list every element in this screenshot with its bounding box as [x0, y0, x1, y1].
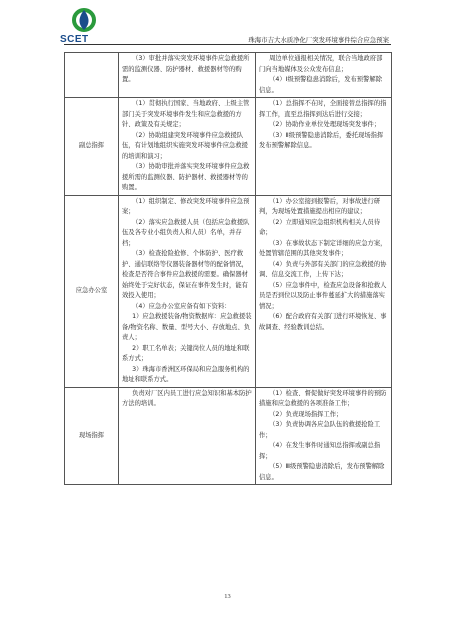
duties-paragraph: （1）组织制定、修改突发环境事件应急预案；	[122, 197, 250, 215]
actions-paragraph: （1）办公室接到报警后，对事故进行研判，为现场处置措施提出相应的建议；	[259, 197, 381, 215]
table-row	[65, 387, 392, 485]
header-divider	[64, 44, 391, 45]
page-number: 13	[224, 593, 231, 600]
actions-paragraph: （1）总指挥不在时，全面接替总指挥的指挥工作，直至总指挥到达后进行交接；	[259, 100, 387, 118]
duties-paragraph: （4）应急办公室应备有如下资料：	[132, 302, 231, 310]
actions-paragraph: 周边单位通报相关情况，联合当地政府部门向当地媒体及公众发布信息；	[259, 55, 383, 73]
duties-paragraph: 2）职工名单表；关键岗位人员的地址和联系方式；	[122, 344, 250, 362]
actions-cell	[256, 387, 392, 485]
actions-paragraph: （3）负责协调各应急队伍的救援抢险工作；	[259, 421, 381, 439]
duties-paragraph: （2）协助组建突发环境事件应急救援队伍，有计划地组织实施突发环境事件应急救援的培训和演习；	[122, 131, 248, 160]
document-header-title: 珠海市吉大水质净化厂突发环境事件综合应急预案	[248, 36, 389, 44]
actions-cell	[256, 98, 392, 196]
duties-paragraph: （3）审批并落实突发环境事件应急救援所需的监测仪器、防护器材、救援器材等的购置。	[122, 55, 250, 83]
duties-cell	[119, 387, 256, 485]
actions-paragraph: （4）在发生事件时通知总指挥或副总指挥；	[259, 442, 381, 460]
actions-cell	[256, 53, 392, 98]
duties-cell	[119, 53, 256, 98]
duties-paragraph: （2）落实应急救援人员（包括应急救援队伍及各专业小组负责人和人员）名单，并存档；	[122, 218, 250, 247]
table-row	[65, 98, 392, 196]
actions-paragraph: （4）Ⅰ级预警稳患消除后，发布预警解除信息。	[259, 76, 382, 94]
table-row	[65, 53, 392, 98]
duties-paragraph: 负责对厂区内员工进行应急知识和基本防护方法的培训。	[122, 389, 252, 407]
actions-paragraph: （2）立即通知应急组织机构相关人员待命；	[259, 218, 381, 236]
role-cell	[65, 53, 119, 98]
actions-cell	[256, 195, 392, 387]
duties-paragraph: （3）检查抢险抢修、个体防护、医疗救护、通信联络等仪器装备器材等的配备情况，检查是否符合事件应急救援的需要。确保器材始终处于完好状态，保证在事件发生时，能有效投入使用；	[122, 250, 248, 299]
duties-paragraph: 1）应急救援装备/物资数据库：应急救援装备/物资名称、数量、型号大小、存放地点、负责人；	[122, 313, 252, 341]
actions-paragraph: （3）Ⅱ级预警隐患消除后，委托现场指挥发布预警解除信息。	[259, 131, 384, 149]
role-cell: 副总指挥	[65, 98, 119, 196]
duties-cell	[119, 98, 256, 196]
table-row	[65, 195, 392, 387]
logo-text: SCET	[60, 34, 89, 45]
actions-paragraph: （6）配合政府有关部门进行环境恢复、事故调查、经验教训总结。	[259, 313, 387, 331]
actions-paragraph: （4）负责与外部有关部门的应急救援的协调、信息交流工作，上传下达；	[259, 260, 387, 278]
duties-paragraph: （1）贯彻执行国家、当地政府、上级主管部门关于突发环境事件发生和应急救援的方针、政策及有关规定；	[122, 100, 250, 128]
duties-paragraph: （3）协助审批并落实突发环境事件应急救援所需的监测仪器、防护器材、救援器材等的购置。	[122, 163, 250, 191]
responsibility-table	[64, 52, 392, 485]
duties-paragraph: 3）珠海市香洲区环保局和应急服务机构的地址和联系方式。	[122, 365, 250, 383]
actions-paragraph: （2）协助作业单位处理现场突发事件；	[269, 121, 381, 128]
role-cell: 现场指挥	[65, 387, 119, 485]
actions-paragraph: （2）负责现场指挥工作；	[269, 410, 343, 418]
actions-paragraph: （3）在事故状态下制定详细的应急方案，处置管辖范围的其他突发事件；	[259, 239, 387, 257]
role-cell: 应急办公室	[65, 195, 119, 387]
actions-paragraph: （1）检查、督促做好突发环境事件的预防措施和应急救援的各项准备工作；	[259, 389, 387, 407]
duties-cell	[119, 195, 256, 387]
actions-paragraph: （5）应急事件中，检查应急设备和抢救人员是否到位以及防止事件蔓延扩大的措施落实情况；	[259, 281, 387, 310]
actions-paragraph: （5）Ⅲ级预警隐患消除后，发布预警解除信息。	[259, 463, 385, 481]
